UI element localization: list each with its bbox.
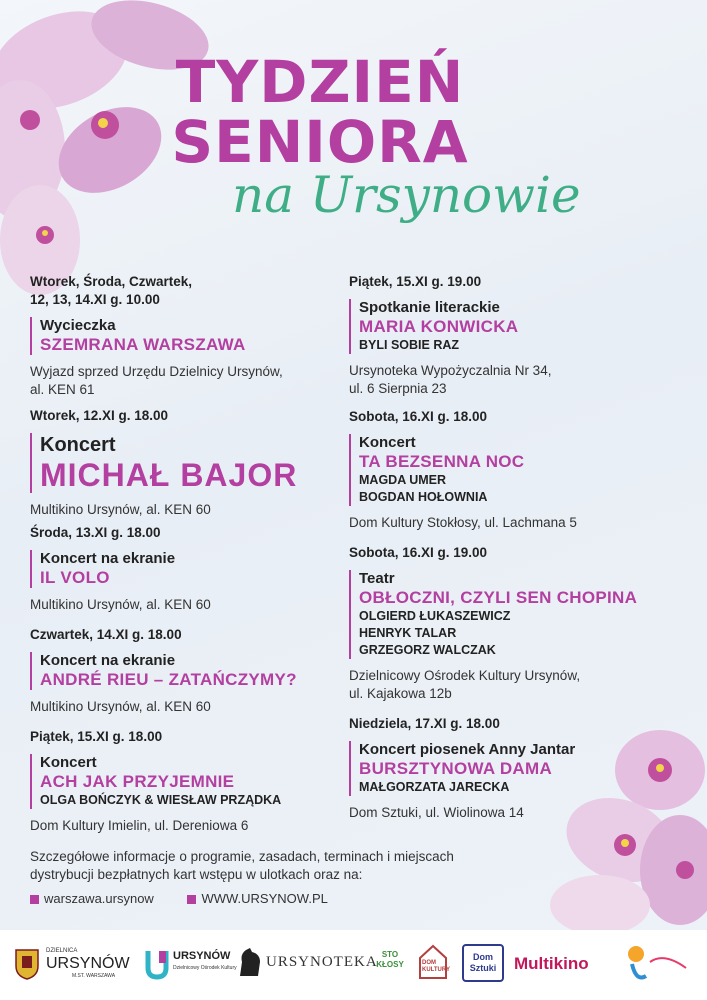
event-type: Koncert bbox=[40, 434, 116, 456]
event-block bbox=[30, 550, 330, 588]
event-maria-konwicka bbox=[349, 273, 679, 398]
event-ta-bezsenna-noc bbox=[349, 408, 679, 532]
event-block bbox=[30, 652, 350, 690]
logo-text: Dom Sztuki bbox=[469, 952, 497, 973]
event-type: Wycieczka bbox=[40, 317, 116, 334]
u-logo-icon bbox=[145, 948, 169, 980]
event-szemrana-warszawa bbox=[30, 273, 330, 399]
event-michal-bajor bbox=[30, 407, 330, 519]
event-place: Ursynoteka Wypożyczalnia Nr 34, bbox=[349, 363, 552, 378]
title-line-2: SENIORA bbox=[171, 108, 469, 176]
logo-text: Multikino bbox=[514, 954, 589, 973]
website-link[interactable] bbox=[187, 891, 327, 906]
info-line: Szczegółowe informacje o programie, zasadach, terminach i miejscach bbox=[30, 849, 454, 864]
logo-text: DOM KULTURY bbox=[422, 960, 450, 973]
logo-text: URSYNOTEKA bbox=[266, 954, 378, 970]
logo-dom-kultury bbox=[418, 944, 454, 983]
event-place: al. KEN 61 bbox=[30, 382, 95, 397]
event-name: MARIA KONWICKA bbox=[359, 317, 519, 336]
title-line-1: TYDZIEŃ bbox=[175, 48, 465, 116]
event-block bbox=[349, 299, 679, 354]
event-name: SZEMRANA WARSZAWA bbox=[40, 335, 246, 354]
logo-senior-program bbox=[624, 942, 694, 989]
event-name: ACH JAK PRZYJEMNIE bbox=[40, 772, 235, 791]
event-block bbox=[30, 317, 330, 355]
event-performer: MAGDA UMER bbox=[359, 473, 447, 487]
event-performers: OLGA BOŃCZYK & WIESŁAW PRZĄDKA bbox=[40, 793, 282, 807]
event-place: Multikino Ursynów, al. KEN 60 bbox=[30, 502, 211, 517]
event-block bbox=[349, 434, 679, 506]
event-subtitle: BYLI SOBIE RAZ bbox=[359, 338, 460, 352]
event-date: Piątek, 15.XI g. 19.00 bbox=[349, 274, 482, 289]
facebook-icon bbox=[30, 895, 39, 904]
logo-text: STO KŁOSY bbox=[376, 950, 404, 969]
event-date: Niedziela, 17.XI g. 18.00 bbox=[349, 716, 500, 731]
event-type: Koncert na ekranie bbox=[40, 652, 176, 669]
footer-links bbox=[30, 891, 358, 906]
event-performer: MAŁGORZATA JARECKA bbox=[359, 780, 510, 794]
event-obloczni bbox=[349, 544, 689, 703]
website-link-label: WWW.URSYNOW.PL bbox=[201, 891, 328, 906]
info-text bbox=[30, 848, 550, 884]
horse-icon bbox=[236, 946, 264, 978]
logo-sub-text: Dzielnicowy Ośrodek Kultury bbox=[173, 965, 237, 971]
event-place: Multikino Ursynów, al. KEN 60 bbox=[30, 597, 211, 612]
event-date: Sobota, 16.XI g. 18.00 bbox=[349, 409, 488, 424]
event-block bbox=[349, 570, 689, 659]
event-type: Spotkanie literackie bbox=[359, 299, 500, 316]
event-place: Wyjazd sprzed Urzędu Dzielnicy Ursynów, bbox=[30, 364, 283, 379]
event-type: Koncert na ekranie bbox=[40, 550, 176, 567]
facebook-link[interactable] bbox=[30, 891, 154, 906]
event-block bbox=[30, 433, 330, 493]
event-performer: GRZEGORZ WALCZAK bbox=[359, 643, 496, 657]
logo-sub-text: M.ST. WARSZAWA bbox=[72, 973, 116, 979]
event-name: OBŁOCZNI, CZYLI SEN CHOPINA bbox=[359, 588, 638, 607]
logo-small-text: DZIELNICA bbox=[46, 948, 78, 954]
event-name: MICHAŁ BAJOR bbox=[40, 457, 298, 493]
event-date: 12, 13, 14.XI g. 10.00 bbox=[30, 292, 160, 307]
event-date: Czwartek, 14.XI g. 18.00 bbox=[30, 627, 182, 642]
event-performer: BOGDAN HOŁOWNIA bbox=[359, 490, 488, 504]
logo-multikino bbox=[514, 954, 589, 974]
event-place: ul. Kajakowa 12b bbox=[349, 686, 452, 701]
event-date: Środa, 13.XI g. 18.00 bbox=[30, 525, 161, 540]
senior-program-icon bbox=[624, 942, 694, 986]
event-performer: OLGIERD ŁUKASZEWICZ bbox=[359, 609, 511, 623]
coat-of-arms-icon bbox=[14, 948, 40, 980]
event-il-volo bbox=[30, 524, 330, 614]
event-date: Sobota, 16.XI g. 19.00 bbox=[349, 545, 488, 560]
title-line-3: na Ursynowie bbox=[232, 166, 581, 224]
event-type: Koncert piosenek Anny Jantar bbox=[359, 741, 576, 758]
info-line: dystrybucji bezpłatnych kart wstępu w ulotkach oraz na: bbox=[30, 867, 363, 882]
web-icon bbox=[187, 895, 196, 904]
partner-logos bbox=[0, 930, 707, 1000]
event-type: Koncert bbox=[40, 754, 97, 771]
logo-stoklosy bbox=[370, 950, 410, 970]
event-block bbox=[30, 754, 350, 809]
event-place: Dom Kultury Imielin, ul. Dereniowa 6 bbox=[30, 818, 249, 833]
event-place: Multikino Ursynów, al. KEN 60 bbox=[30, 699, 211, 714]
event-place: Dom Sztuki, ul. Wiolinowa 14 bbox=[349, 805, 524, 820]
event-type: Koncert bbox=[359, 434, 416, 451]
facebook-link-label: warszawa.ursynow bbox=[44, 891, 154, 906]
event-name: IL VOLO bbox=[40, 568, 110, 587]
event-date: Wtorek, Środa, Czwartek, bbox=[30, 274, 193, 289]
event-place: Dzielnicowy Ośrodek Kultury Ursynów, bbox=[349, 668, 581, 683]
event-performer: HENRYK TALAR bbox=[359, 626, 457, 640]
logo-text: URSYNÓW bbox=[46, 955, 130, 972]
event-andre-rieu bbox=[30, 626, 350, 716]
event-ach-jak-przyjemnie bbox=[30, 728, 350, 835]
event-name: ANDRÉ RIEU – ZATAŃCZYMY? bbox=[40, 670, 297, 689]
event-date: Piątek, 15.XI g. 18.00 bbox=[30, 729, 163, 744]
event-block bbox=[349, 741, 679, 796]
logo-text: URSYNÓW bbox=[173, 950, 231, 962]
logo-dom-sztuki bbox=[462, 944, 504, 982]
event-place: Dom Kultury Stokłosy, ul. Lachmana 5 bbox=[349, 515, 577, 530]
event-name: TA BEZSENNA NOC bbox=[359, 452, 525, 471]
event-place: ul. 6 Sierpnia 23 bbox=[349, 381, 447, 396]
event-bursztynowa-dama bbox=[349, 715, 679, 822]
event-date: Wtorek, 12.XI g. 18.00 bbox=[30, 408, 169, 423]
event-type: Teatr bbox=[359, 570, 395, 587]
event-name: BURSZTYNOWA DAMA bbox=[359, 759, 553, 778]
